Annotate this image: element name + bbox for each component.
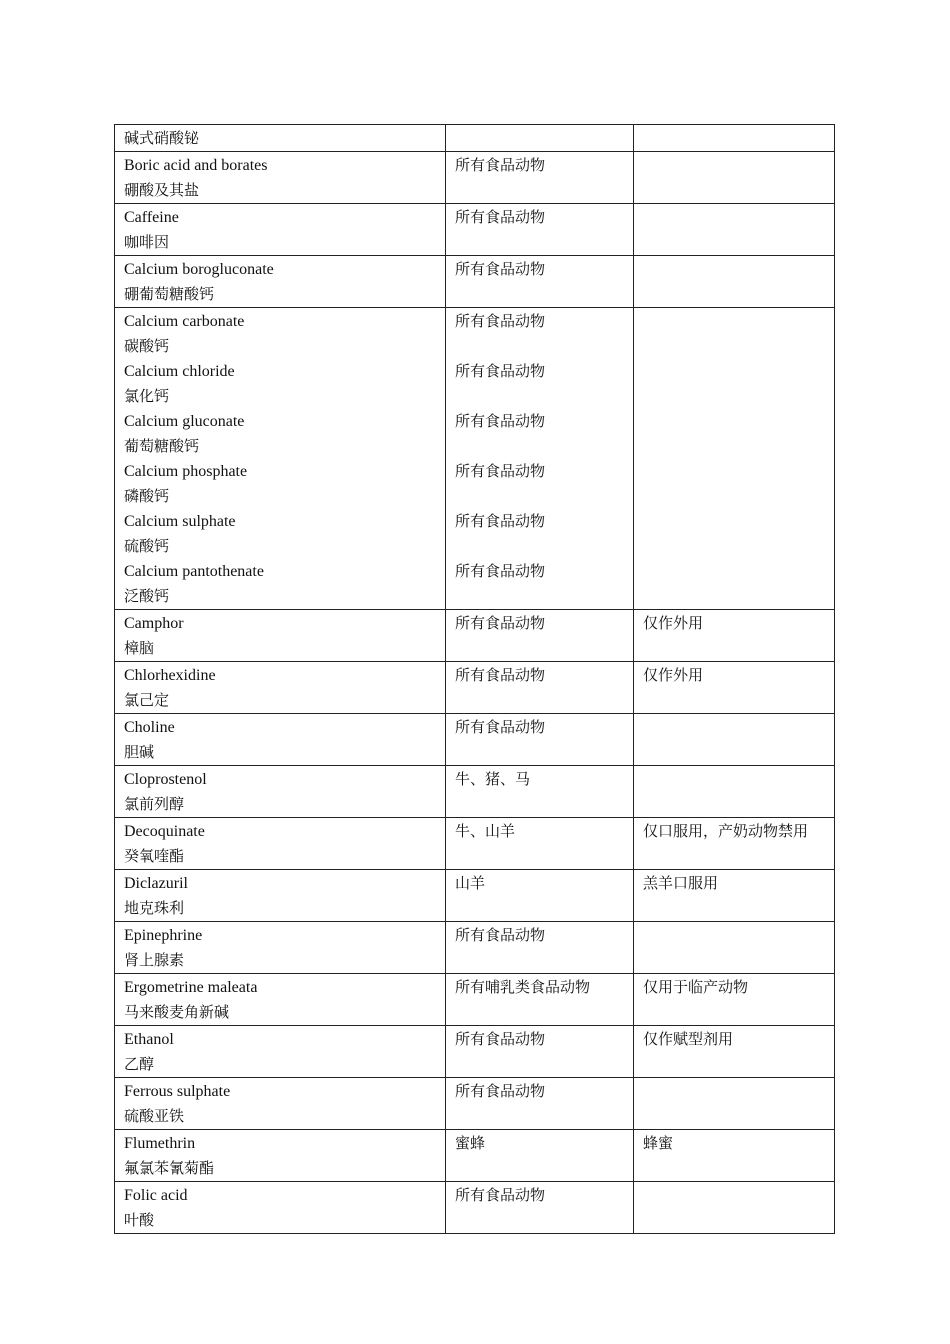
note-cell <box>634 610 835 662</box>
drug-name-en: Camphor <box>124 615 184 632</box>
species-text: 所有食品动物 <box>455 208 546 226</box>
species-cell <box>446 308 634 610</box>
drug-name-cell <box>115 766 446 818</box>
species-cell <box>446 256 634 308</box>
table-row <box>115 922 835 974</box>
table-row <box>115 204 835 256</box>
note-cell <box>634 256 835 308</box>
drug-name-en: Calcium phosphate <box>124 463 248 480</box>
drug-name-zh: 葡萄糖酸钙 <box>124 437 200 455</box>
spacer <box>455 384 625 409</box>
drug-name-zh: 氯己定 <box>124 691 170 709</box>
drug-name-en: Cloprostenol <box>124 771 207 788</box>
drug-name-cell <box>115 818 446 870</box>
drug-name-zh: 硼酸及其盐 <box>124 181 200 199</box>
species-text: 所有食品动物 <box>455 718 546 736</box>
drug-name-cell <box>115 256 446 308</box>
species-cell <box>446 1026 634 1078</box>
drug-name-en: Decoquinate <box>124 823 205 840</box>
table-row <box>115 974 835 1026</box>
species-cell <box>446 818 634 870</box>
species-text: 所有食品动物 <box>455 512 546 530</box>
drug-name-zh: 樟脑 <box>124 639 155 657</box>
drug-name-zh: 咖啡因 <box>124 233 170 251</box>
drug-name-en: Ethanol <box>124 1031 174 1048</box>
drug-name-zh: 碱式硝酸铋 <box>124 129 200 147</box>
table-row <box>115 714 835 766</box>
species-text: 牛、山羊 <box>455 822 516 840</box>
spacer <box>455 434 625 459</box>
note-cell <box>634 818 835 870</box>
note-text: 仅作赋型剂用 <box>643 1030 734 1048</box>
drug-name-zh: 硫酸钙 <box>124 537 170 555</box>
table-row <box>115 125 835 152</box>
species-cell <box>446 714 634 766</box>
note-text: 羔羊口服用 <box>643 874 719 892</box>
drug-name-cell <box>115 1130 446 1182</box>
drug-name-cell <box>115 125 446 152</box>
drug-name-cell <box>115 1026 446 1078</box>
note-cell <box>634 204 835 256</box>
drug-name-cell <box>115 308 446 610</box>
drug-name-en: Folic acid <box>124 1187 188 1204</box>
drug-name-zh: 氟氯苯氰菊酯 <box>124 1159 215 1177</box>
drug-name-en: Calcium sulphate <box>124 513 236 530</box>
species-cell <box>446 1130 634 1182</box>
note-text: 仅作外用 <box>643 614 704 632</box>
species-cell <box>446 766 634 818</box>
drug-name-en: Choline <box>124 719 175 736</box>
drug-name-zh: 乙醇 <box>124 1055 155 1073</box>
species-text: 所有食品动物 <box>455 362 546 380</box>
drug-table <box>114 124 835 1234</box>
drug-name-zh: 硼葡萄糖酸钙 <box>124 285 215 303</box>
spacer <box>455 484 625 509</box>
drug-name-en: Calcium carbonate <box>124 313 245 330</box>
drug-name-en: Calcium gluconate <box>124 413 245 430</box>
table-row <box>115 152 835 204</box>
species-cell <box>446 204 634 256</box>
drug-name-cell <box>115 1182 446 1234</box>
species-cell <box>446 974 634 1026</box>
species-text: 牛、猪、马 <box>455 770 531 788</box>
spacer <box>455 334 625 359</box>
drug-name-en: Caffeine <box>124 209 179 226</box>
drug-name-zh: 氯化钙 <box>124 387 170 405</box>
species-cell <box>446 870 634 922</box>
species-text: 所有食品动物 <box>455 1186 546 1204</box>
drug-name-en: Chlorhexidine <box>124 667 216 684</box>
species-cell <box>446 1078 634 1130</box>
note-cell <box>634 1130 835 1182</box>
species-cell <box>446 662 634 714</box>
drug-name-zh: 地克珠利 <box>124 899 185 917</box>
species-cell <box>446 922 634 974</box>
note-text: 仅用于临产动物 <box>643 978 749 996</box>
note-text: 仅作外用 <box>643 666 704 684</box>
note-cell <box>634 152 835 204</box>
table-row <box>115 256 835 308</box>
drug-name-en: Calcium chloride <box>124 363 235 380</box>
table-row <box>115 308 835 610</box>
table-row <box>115 610 835 662</box>
drug-name-en: Epinephrine <box>124 927 203 944</box>
species-text: 所有食品动物 <box>455 1030 546 1048</box>
species-cell <box>446 610 634 662</box>
drug-name-cell <box>115 714 446 766</box>
species-cell <box>446 1182 634 1234</box>
drug-name-zh: 氯前列醇 <box>124 795 185 813</box>
species-cell <box>446 152 634 204</box>
drug-name-zh: 胆碱 <box>124 743 155 761</box>
drug-name-cell <box>115 1078 446 1130</box>
species-text: 所有食品动物 <box>455 926 546 944</box>
drug-name-zh: 磷酸钙 <box>124 487 170 505</box>
species-text: 所有食品动物 <box>455 614 546 632</box>
drug-name-en: Ferrous sulphate <box>124 1083 231 1100</box>
drug-table-body <box>115 125 835 1234</box>
species-text: 所有食品动物 <box>455 260 546 278</box>
note-cell <box>634 766 835 818</box>
note-cell <box>634 308 835 610</box>
species-text: 所有食品动物 <box>455 1082 546 1100</box>
note-cell <box>634 974 835 1026</box>
species-text: 所有食品动物 <box>455 412 546 430</box>
drug-name-zh: 硫酸亚铁 <box>124 1107 185 1125</box>
species-text: 所有食品动物 <box>455 462 546 480</box>
drug-name-en: Ergometrine maleata <box>124 979 258 996</box>
species-text: 所有哺乳类食品动物 <box>455 978 591 996</box>
drug-name-zh: 肾上腺素 <box>124 951 185 969</box>
species-text: 所有食品动物 <box>455 562 546 580</box>
table-row <box>115 1182 835 1234</box>
drug-name-en: Boric acid and borates <box>124 157 268 174</box>
drug-name-zh: 泛酸钙 <box>124 587 170 605</box>
species-text: 所有食品动物 <box>455 312 546 330</box>
spacer <box>455 534 625 559</box>
drug-name-cell <box>115 152 446 204</box>
note-cell <box>634 1078 835 1130</box>
spacer <box>455 584 625 609</box>
note-cell <box>634 662 835 714</box>
species-text: 所有食品动物 <box>455 666 546 684</box>
note-cell <box>634 714 835 766</box>
species-text: 蜜蜂 <box>455 1134 486 1152</box>
species-cell <box>446 125 634 152</box>
table-row <box>115 662 835 714</box>
drug-name-en: Flumethrin <box>124 1135 196 1152</box>
table-row <box>115 870 835 922</box>
drug-name-en: Calcium pantothenate <box>124 563 264 580</box>
table-row <box>115 1130 835 1182</box>
note-text: 仅口服用，产奶动物禁用 <box>643 822 809 840</box>
drug-name-cell <box>115 870 446 922</box>
drug-name-zh: 癸氧喹酯 <box>124 847 185 865</box>
drug-name-en: Calcium borogluconate <box>124 261 274 278</box>
drug-name-cell <box>115 204 446 256</box>
drug-name-cell <box>115 610 446 662</box>
note-text: 蜂蜜 <box>643 1134 674 1152</box>
note-cell <box>634 125 835 152</box>
drug-name-cell <box>115 974 446 1026</box>
drug-name-cell <box>115 922 446 974</box>
note-cell <box>634 870 835 922</box>
table-row <box>115 818 835 870</box>
species-text: 山羊 <box>455 874 486 892</box>
note-cell <box>634 1182 835 1234</box>
note-cell <box>634 922 835 974</box>
drug-name-en: Diclazuril <box>124 875 188 892</box>
drug-name-zh: 碳酸钙 <box>124 337 170 355</box>
table-row <box>115 1078 835 1130</box>
drug-name-zh: 马来酸麦角新碱 <box>124 1003 230 1021</box>
table-row <box>115 1026 835 1078</box>
table-row <box>115 766 835 818</box>
drug-name-cell <box>115 662 446 714</box>
drug-name-zh: 叶酸 <box>124 1211 155 1229</box>
species-text: 所有食品动物 <box>455 156 546 174</box>
note-cell <box>634 1026 835 1078</box>
